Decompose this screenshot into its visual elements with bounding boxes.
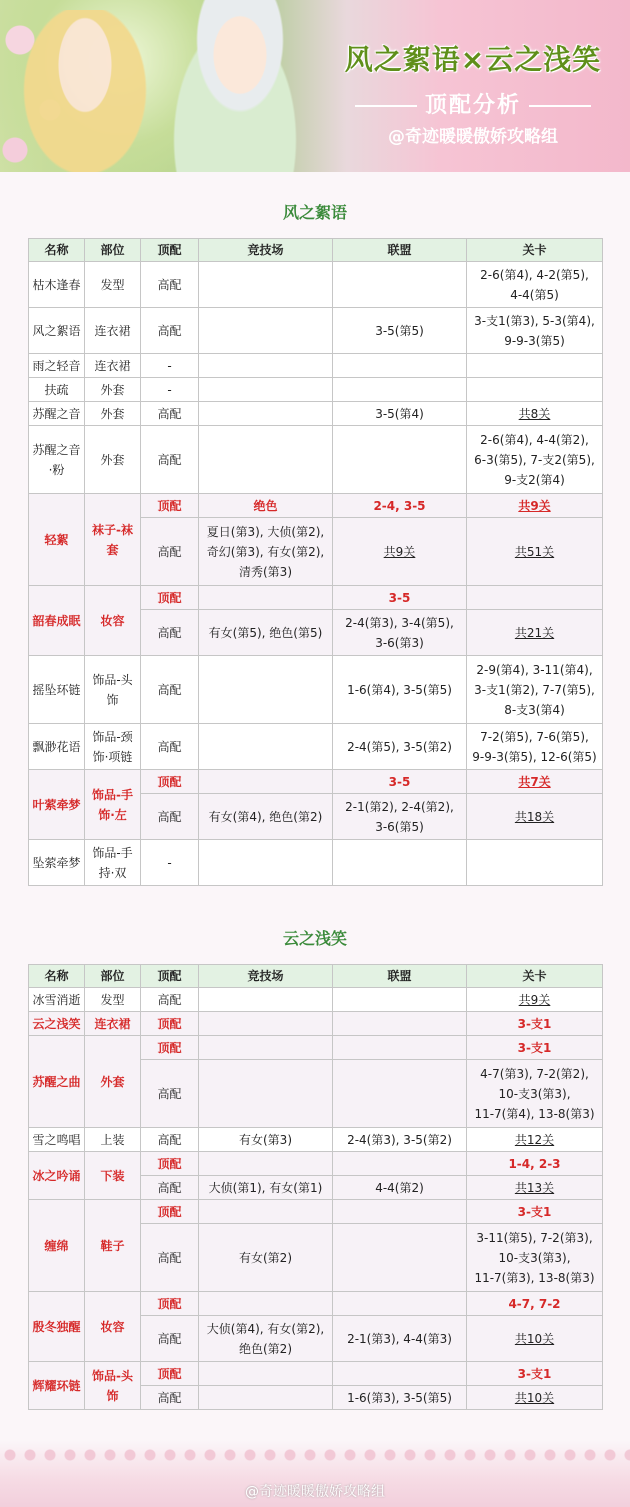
item-top: 顶配 [141, 1292, 199, 1316]
watermark: @奇迹暖暖傲娇攻略组 [245, 1484, 385, 1500]
item-top: 高配 [141, 656, 199, 724]
item-name: 韶春成眠 [29, 586, 85, 656]
item-part: 连衣裙 [85, 354, 141, 378]
item-league: 2-4, 3-5 [333, 494, 467, 518]
item-stage: 2-6(第4), 4-4(第2), 6-3(第5), 7-支2(第5), 9-支2(第4) [467, 426, 603, 494]
item-part: 饰品-颈 饰·项链 [85, 724, 141, 770]
item-league: 3-5 [333, 770, 467, 794]
item-top: 高配 [141, 426, 199, 494]
item-arena [199, 354, 333, 378]
item-stage: 共21关 [467, 610, 603, 656]
header-name: 名称 [29, 239, 85, 262]
item-league: 2-4(第3), 3-4(第5), 3-6(第3) [333, 610, 467, 656]
item-league [333, 1152, 467, 1176]
item-league: 2-4(第5), 3-5(第2) [333, 724, 467, 770]
table-row [29, 1362, 603, 1386]
item-arena [199, 840, 333, 886]
item-arena [199, 1386, 333, 1410]
item-arena [199, 586, 333, 610]
item-league [333, 354, 467, 378]
item-name: 冰雪消逝 [29, 988, 85, 1012]
item-top: - [141, 378, 199, 402]
item-league [333, 1060, 467, 1128]
item-part: 上装 [85, 1128, 141, 1152]
item-name: 苏醒之曲 [29, 1036, 85, 1128]
item-arena [199, 724, 333, 770]
table-row [29, 724, 603, 770]
item-top: 顶配 [141, 1200, 199, 1224]
item-part: 外套 [85, 426, 141, 494]
table-row [29, 1292, 603, 1316]
banner-group-name: @奇迹暖暖傲娇攻略组 [388, 127, 558, 147]
item-arena [199, 1200, 333, 1224]
item-stage [467, 378, 603, 402]
item-league [333, 1224, 467, 1292]
item-top: 高配 [141, 262, 199, 308]
section-title-1: 风之絮语 [282, 203, 347, 222]
section-title-2: 云之浅笑 [282, 929, 347, 948]
item-name: 叶萦牵梦 [29, 770, 85, 840]
item-name: 轻絮 [29, 494, 85, 586]
item-arena [199, 1012, 333, 1036]
table-row [29, 426, 603, 494]
item-stage: 4-7, 7-2 [467, 1292, 603, 1316]
table-row [29, 770, 603, 794]
item-top: 高配 [141, 402, 199, 426]
item-arena [199, 1036, 333, 1060]
item-arena [199, 308, 333, 354]
item-stage: 2-9(第4), 3-11(第4), 3-支1(第2), 7-7(第5), 8-支3(第4) [467, 656, 603, 724]
table-row [29, 1200, 603, 1224]
item-name: 苏醒之音 [29, 402, 85, 426]
item-part: 发型 [85, 988, 141, 1012]
item-part: 饰品-手 饰·左 [85, 770, 141, 840]
item-arena: 有女(第4), 绝色(第2) [199, 794, 333, 840]
item-stage: 7-2(第5), 7-6(第5), 9-9-3(第5), 12-6(第5) [467, 724, 603, 770]
item-stage: 共12关 [467, 1128, 603, 1152]
table-row [29, 354, 603, 378]
item-stage: 3-支1(第3), 5-3(第4), 9-9-3(第5) [467, 308, 603, 354]
item-top: 高配 [141, 1224, 199, 1292]
item-arena: 有女(第2) [199, 1224, 333, 1292]
item-stage: 共51关 [467, 518, 603, 586]
item-league [333, 262, 467, 308]
item-top: 高配 [141, 988, 199, 1012]
table-row [29, 1128, 603, 1152]
item-stage: 共18关 [467, 794, 603, 840]
table-section-1 [28, 238, 603, 886]
item-name: 殷冬独醒 [29, 1292, 85, 1362]
item-name: 摇坠环链 [29, 656, 85, 724]
item-stage: 共7关 [467, 770, 603, 794]
item-arena [199, 656, 333, 724]
item-top: 高配 [141, 1386, 199, 1410]
item-part: 发型 [85, 262, 141, 308]
header-part: 部位 [85, 239, 141, 262]
item-arena [199, 770, 333, 794]
item-part: 鞋子 [85, 1200, 141, 1292]
header-arena: 竞技场 [199, 239, 333, 262]
item-name: 冰之吟诵 [29, 1152, 85, 1200]
item-arena [199, 426, 333, 494]
item-stage [467, 586, 603, 610]
item-stage: 3-支1 [467, 1200, 603, 1224]
item-stage: 3-支1 [467, 1036, 603, 1060]
item-name: 苏醒之音 ·粉 [29, 426, 85, 494]
item-top: 高配 [141, 794, 199, 840]
item-name: 雪之鸣唱 [29, 1128, 85, 1152]
item-stage: 2-6(第4), 4-2(第5), 4-4(第5) [467, 262, 603, 308]
item-league [333, 378, 467, 402]
item-stage: 3-11(第5), 7-2(第3), 10-支3(第3), 11-7(第3), 13-8(第3) [467, 1224, 603, 1292]
item-league [333, 1362, 467, 1386]
item-top: 顶配 [141, 1036, 199, 1060]
item-top: - [141, 354, 199, 378]
item-arena: 有女(第5), 绝色(第5) [199, 610, 333, 656]
item-part: 饰品-手 持·双 [85, 840, 141, 886]
item-top: 顶配 [141, 1362, 199, 1386]
item-league: 3-5 [333, 586, 467, 610]
item-part: 饰品-头 饰 [85, 656, 141, 724]
item-stage [467, 840, 603, 886]
item-top: 顶配 [141, 586, 199, 610]
item-stage: 3-支1 [467, 1012, 603, 1036]
item-arena [199, 262, 333, 308]
item-league: 3-5(第4) [333, 402, 467, 426]
item-part: 连衣裙 [85, 1012, 141, 1036]
item-part: 妆容 [85, 586, 141, 656]
item-arena [199, 1060, 333, 1128]
item-league [333, 1292, 467, 1316]
item-arena [199, 378, 333, 402]
table-row [29, 1036, 603, 1060]
item-name: 飘渺花语 [29, 724, 85, 770]
table-row [29, 494, 603, 518]
table-header-row [29, 965, 603, 988]
item-league: 共9关 [333, 518, 467, 586]
item-stage: 1-4, 2-3 [467, 1152, 603, 1176]
character-illustration-left [20, 10, 150, 172]
item-part: 袜子-袜 套 [85, 494, 141, 586]
divider [355, 105, 417, 107]
item-league: 4-4(第2) [333, 1176, 467, 1200]
item-part: 妆容 [85, 1292, 141, 1362]
item-stage [467, 354, 603, 378]
table-row [29, 840, 603, 886]
item-league [333, 1200, 467, 1224]
item-name: 风之絮语 [29, 308, 85, 354]
header-stage: 关卡 [467, 239, 603, 262]
item-arena: 绝色 [199, 494, 333, 518]
header-top: 顶配 [141, 965, 199, 988]
item-arena [199, 988, 333, 1012]
item-name: 缠绵 [29, 1200, 85, 1292]
item-league: 1-6(第4), 3-5(第5) [333, 656, 467, 724]
item-name: 枯木逢春 [29, 262, 85, 308]
character-illustration-right [160, 0, 300, 172]
item-top: 高配 [141, 1316, 199, 1362]
header-arena: 竞技场 [199, 965, 333, 988]
item-stage: 共9关 [467, 988, 603, 1012]
item-arena [199, 1152, 333, 1176]
header-part: 部位 [85, 965, 141, 988]
item-part: 下装 [85, 1152, 141, 1200]
item-league: 1-6(第3), 3-5(第5) [333, 1386, 467, 1410]
item-part: 连衣裙 [85, 308, 141, 354]
item-top: 高配 [141, 1128, 199, 1152]
item-stage: 共10关 [467, 1386, 603, 1410]
table-row [29, 586, 603, 610]
item-top: 顶配 [141, 770, 199, 794]
item-arena: 夏日(第3), 大侦(第2), 奇幻(第3), 有女(第2), 清秀(第3) [199, 518, 333, 586]
item-arena [199, 402, 333, 426]
header-stage: 关卡 [467, 965, 603, 988]
item-stage: 共8关 [467, 402, 603, 426]
item-part: 外套 [85, 402, 141, 426]
item-league [333, 1012, 467, 1036]
header-top: 顶配 [141, 239, 199, 262]
item-name: 云之浅笑 [29, 1012, 85, 1036]
table-section-2 [28, 964, 603, 1410]
table-header-row [29, 239, 603, 262]
item-name: 雨之轻音 [29, 354, 85, 378]
item-league [333, 1036, 467, 1060]
item-top: 高配 [141, 518, 199, 586]
banner-subtitle: 顶配分析 [318, 88, 628, 119]
header-league: 联盟 [333, 965, 467, 988]
item-league: 3-5(第5) [333, 308, 467, 354]
table-row [29, 656, 603, 724]
table-row [29, 1152, 603, 1176]
item-stage: 4-7(第3), 7-2(第2), 10-支3(第3), 11-7(第4), 13-8(第3) [467, 1060, 603, 1128]
item-part: 外套 [85, 1036, 141, 1128]
item-part: 外套 [85, 378, 141, 402]
item-arena [199, 1292, 333, 1316]
item-league: 2-1(第2), 2-4(第2), 3-6(第5) [333, 794, 467, 840]
banner-title: 风之絮语×云之浅笑 [344, 43, 602, 76]
item-part: 饰品-头 饰 [85, 1362, 141, 1410]
lace-border [0, 1448, 630, 1462]
item-top: 高配 [141, 724, 199, 770]
item-league [333, 840, 467, 886]
header-banner [0, 0, 630, 172]
item-arena: 大侦(第4), 有女(第2), 绝色(第2) [199, 1316, 333, 1362]
table-row [29, 402, 603, 426]
item-top: 高配 [141, 1176, 199, 1200]
item-league [333, 426, 467, 494]
item-stage: 共10关 [467, 1316, 603, 1362]
table-row [29, 262, 603, 308]
item-top: 顶配 [141, 1152, 199, 1176]
item-name: 扶疏 [29, 378, 85, 402]
table-row [29, 378, 603, 402]
header-name: 名称 [29, 965, 85, 988]
item-name: 坠萦牵梦 [29, 840, 85, 886]
item-league: 2-4(第3), 3-5(第2) [333, 1128, 467, 1152]
item-name: 辉耀环链 [29, 1362, 85, 1410]
item-stage: 3-支1 [467, 1362, 603, 1386]
item-top: 高配 [141, 610, 199, 656]
item-arena: 有女(第3) [199, 1128, 333, 1152]
divider [529, 105, 591, 107]
item-arena: 大侦(第1), 有女(第1) [199, 1176, 333, 1200]
item-top: 顶配 [141, 1012, 199, 1036]
item-top: 顶配 [141, 494, 199, 518]
item-top: 高配 [141, 308, 199, 354]
item-arena [199, 1362, 333, 1386]
item-stage: 共13关 [467, 1176, 603, 1200]
item-top: 高配 [141, 1060, 199, 1128]
item-top: - [141, 840, 199, 886]
item-league: 2-1(第3), 4-4(第3) [333, 1316, 467, 1362]
item-stage: 共9关 [467, 494, 603, 518]
table-row [29, 308, 603, 354]
item-league [333, 988, 467, 1012]
table-row [29, 1012, 603, 1036]
table-row [29, 988, 603, 1012]
header-league: 联盟 [333, 239, 467, 262]
